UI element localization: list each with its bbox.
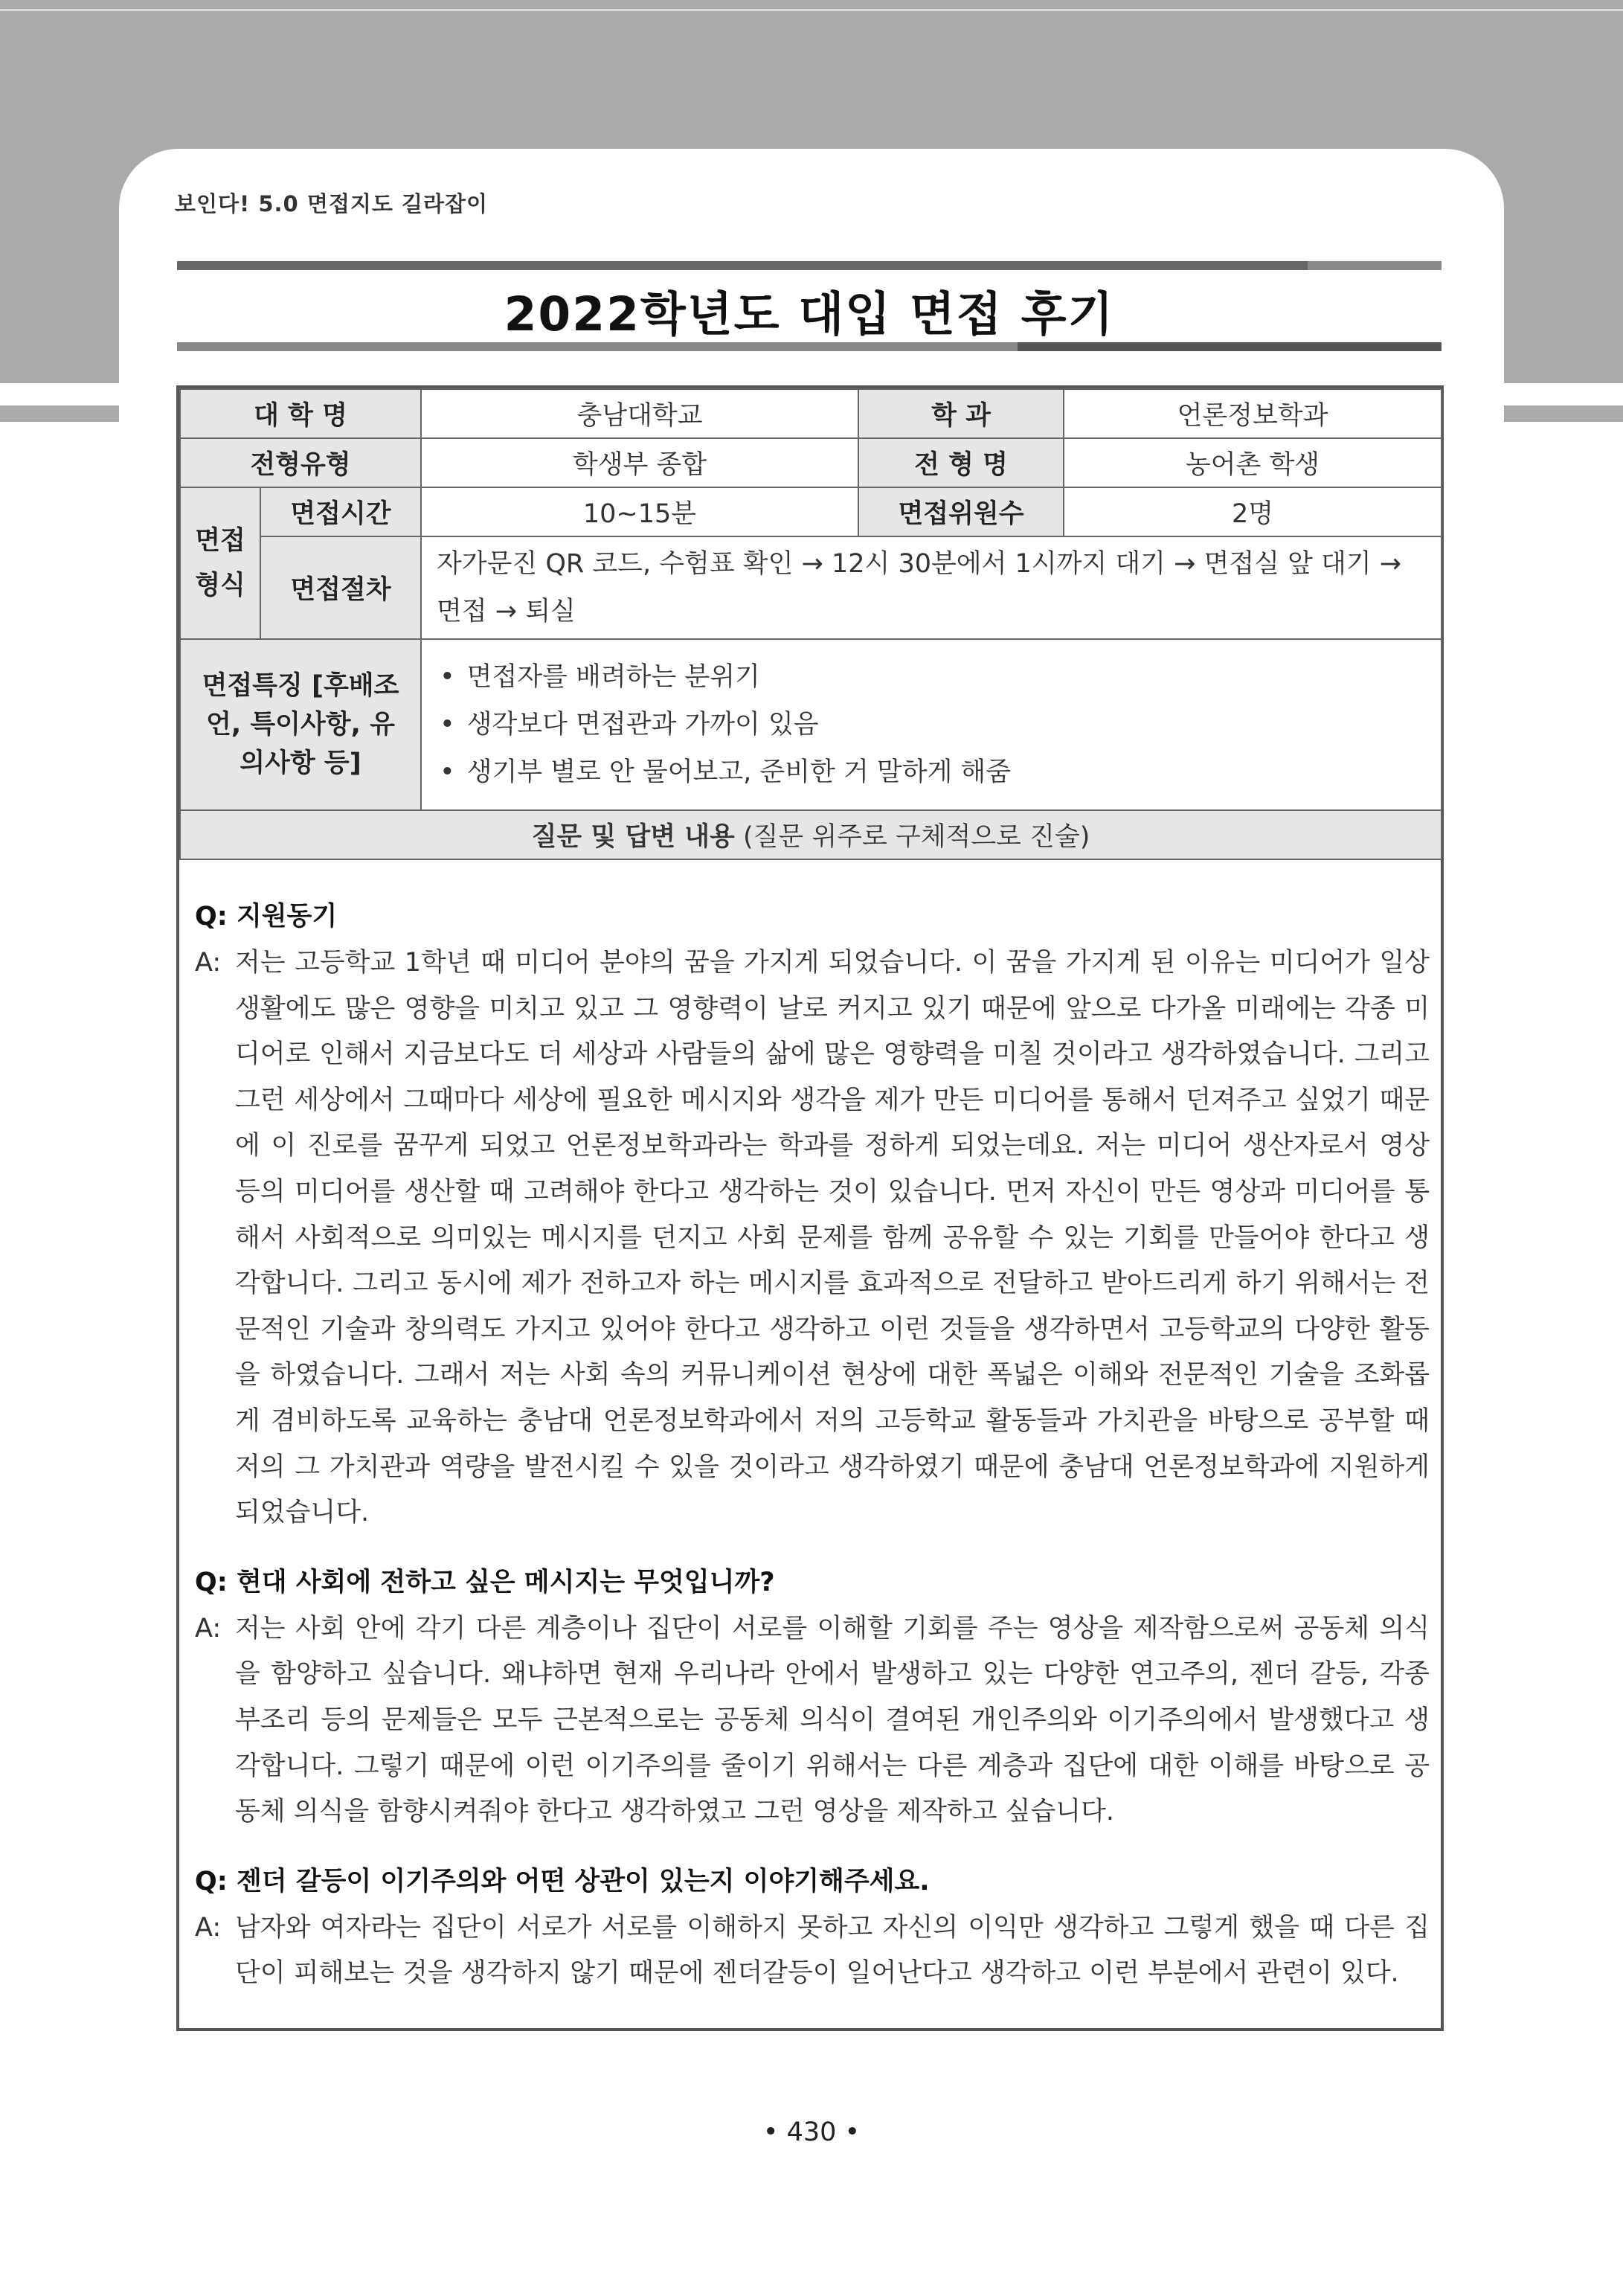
answer-marker: A: xyxy=(195,1613,222,1644)
qa-header-title: 질문 및 답변 내용 xyxy=(531,822,735,852)
title-rule-accent xyxy=(1018,342,1442,351)
duration-value: 10~15분 xyxy=(421,487,858,536)
admission-name-label: 전 형 명 xyxy=(858,438,1064,487)
list-item: • 생기부 별로 안 물어보고, 준비한 거 말하게 해줌 xyxy=(440,748,1441,796)
table-row xyxy=(180,810,1442,859)
question-text: 젠더 갈등이 이기주의와 어떤 상관이 있는지 이야기해주세요. xyxy=(236,1866,930,1896)
side-tab-right xyxy=(1504,405,1623,422)
table-row xyxy=(180,536,1442,639)
features-cell xyxy=(421,639,1442,810)
interview-info-table xyxy=(179,388,1442,860)
university-label: 대 학 명 xyxy=(180,389,421,438)
interviewers-value: 2명 xyxy=(1064,487,1442,536)
list-item: • 면접자를 배려하는 분위기 xyxy=(440,653,1441,701)
header-band-line xyxy=(0,9,1623,11)
format-label: 면접 형식 xyxy=(180,487,260,639)
page-title: 2022학년도 대입 면접 후기 xyxy=(504,287,1115,341)
running-head: 보인다! 5.0 면접지도 길라잡이 xyxy=(175,191,489,217)
title-rule-accent xyxy=(1308,261,1442,270)
answer-text: 저는 고등학교 1학년 때 미디어 분야의 꿈을 가지게 되었습니다. 이 꿈을 가지게 된 이유는 미디어가 일상생활에도 많은 영향을 미치고 있고 그 영향력이 날로 커지고 있기 때문에 앞으로 다가올 미래에는 각종 미디어로 인해서 지금보다도 더 세상과 사람들의 삶에 많은 영향력을 미칠 것이라고 생각하였습니다. 그리고 그런 세상에서 그때마다 세상에 필요한 메시지와 생각을 제가 만든 미디어를 통해서 던져주고 싶었기 때문에 이 진로를 꿈꾸게 되었고 언론정보학과라는 학과를 정하게 되었는데요. 저는 미디어 생산자로서 영상 등의 미디어를 생산할 때 고려해야 한다고 생각하는 것이 있습니다. 먼저 자신이 만든 영상과 미디어를 통해서 사회적으로 의미있는 메시지를 던지고 사회 문제를 함께 공유할 수 있는 기회를 만들어야 한다고 생각합니다. 그리고 동시에 제가 전하고자 하는 메시지를 효과적으로 전달하고 받아드리게 하기 위해서는 전문적인 기술과 창의력도 가지고 있어야 한다고 생각하고 이런 것들을 생각하면서 고등학교의 다양한 활동을 하였습니다. 그래서 저는 사회 속의 커뮤니케이션 현상에 대한 폭넓은 이해와 전문적인 기술을 조화롭게 겸비하도록 교육하는 충남대 언론정보학과에서 저의 고등학교 활동들과 가치관을 바탕으로 공부할 때 저의 그 가치관과 역량을 발전시킬 수 있을 것이라고 생각하였기 때문에 충남대 언론정보학과에 지원하게 되었습니다. xyxy=(235,948,1430,1528)
admission-name-value: 농어촌 학생 xyxy=(1064,438,1442,487)
question-text: 지원동기 xyxy=(236,902,338,931)
question xyxy=(195,1862,1430,1901)
features-list xyxy=(422,640,1441,809)
admission-type-label: 전형유형 xyxy=(180,438,421,487)
answer-marker: A: xyxy=(195,1912,222,1943)
question xyxy=(195,897,1430,936)
answer xyxy=(195,940,1430,1536)
question-text: 현대 사회에 전하고 싶은 메시지는 무엇입니까? xyxy=(236,1567,775,1597)
table-row xyxy=(180,438,1442,487)
procedure-label: 면접절차 xyxy=(260,536,421,639)
question-marker: Q: xyxy=(195,1567,228,1597)
question-marker: Q: xyxy=(195,1866,228,1896)
duration-label: 면접시간 xyxy=(260,487,421,536)
table-row xyxy=(180,639,1442,810)
question xyxy=(195,1563,1430,1602)
table-row xyxy=(180,389,1442,438)
department-value: 언론정보학과 xyxy=(1064,389,1442,438)
answer-text: 저는 사회 안에 각기 다른 계층이나 집단이 서로를 이해할 기회를 주는 영상을 제작함으로써 공동체 의식을 함양하고 싶습니다. 왜냐하면 현재 우리나라 안에서 발생하고 있는 다양한 연고주의, 젠더 갈등, 각종 부조리 등의 문제들은 모두 근본적으로는 공동체 의식이 결여된 개인주의와 이기주의에서 발생했다고 생각합니다. 그렇기 때문에 이런 이기주의를 줄이기 위해서는 다른 계층과 집단에 대한 이해를 바탕으로 공동체 의식을 함향시켜줘야 한다고 생각하였고 그런 영상을 제작하고 싶습니다. xyxy=(235,1613,1430,1827)
qa-header xyxy=(180,810,1442,859)
side-tab-left xyxy=(0,405,119,422)
qa-section xyxy=(195,897,1430,1997)
answer xyxy=(195,1905,1430,1997)
table-row xyxy=(180,487,1442,536)
interviewers-label: 면접위원수 xyxy=(858,487,1064,536)
university-value: 충남대학교 xyxy=(421,389,858,438)
answer-text: 남자와 여자라는 집단이 서로가 서로를 이해하지 못하고 자신의 이익만 생각하고 그렇게 했을 때 다른 집단이 피해보는 것을 생각하지 않기 때문에 젠더갈등이 일어난다고 생각하고 이런 부분에서 관련이 있다. xyxy=(235,1912,1430,1989)
admission-type-value: 학생부 종합 xyxy=(421,438,858,487)
title-rule-bottom xyxy=(177,342,1442,351)
department-label: 학 과 xyxy=(858,389,1064,438)
features-label: 면접특징 [후배조언, 특이사항, 유의사항 등] xyxy=(180,639,421,810)
procedure-value: 자가문진 QR 코드, 수험표 확인 → 12시 30분에서 1시까지 대기 → 면접실 앞 대기 → 면접 → 퇴실 xyxy=(421,536,1442,639)
list-item: • 생각보다 면접관과 가까이 있음 xyxy=(440,701,1441,748)
question-marker: Q: xyxy=(195,902,228,931)
page-number: • 430 • xyxy=(762,2117,861,2147)
answer xyxy=(195,1606,1430,1835)
title-rule-top xyxy=(177,261,1442,270)
answer-marker: A: xyxy=(195,948,222,978)
qa-header-note: (질문 위주로 구체적으로 진술) xyxy=(742,822,1090,852)
